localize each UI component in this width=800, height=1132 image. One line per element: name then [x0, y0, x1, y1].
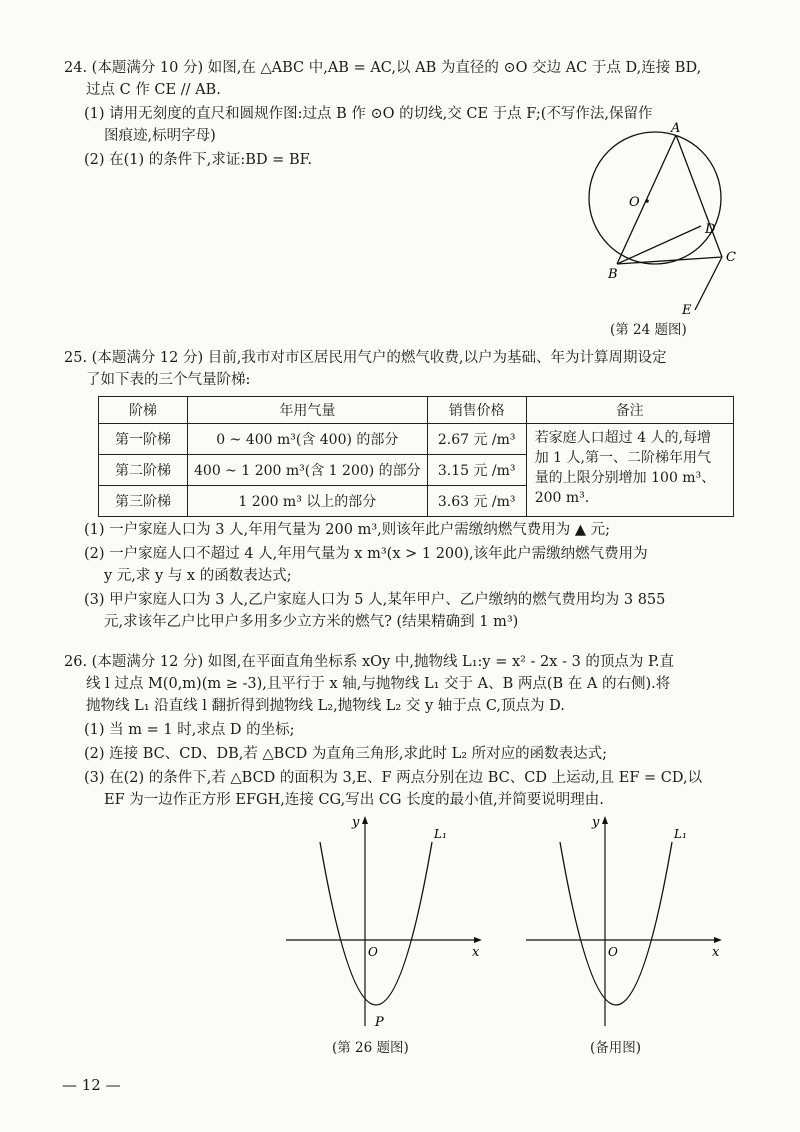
axis-x-label: x — [712, 945, 720, 960]
q24-part2: (2) 在(1) 的条件下,求证:BD = BF. — [84, 152, 313, 168]
label-c: C — [726, 250, 736, 265]
q24-figure — [560, 118, 740, 328]
table-cell: 2.67 元 /m³ — [427, 424, 526, 455]
q26-part1: (1) 当 m = 1 时,求点 D 的坐标; — [84, 722, 295, 738]
origin-label: O — [608, 945, 618, 959]
segment-bd — [617, 226, 701, 264]
q26-stem-line2: 线 l 过点 M(0,m)(m ≥ -3),且平行于 x 轴,与抛物线 L₁ 交于 A、B 两点(B 在 A 的右侧).将 — [86, 676, 671, 692]
q26-part2: (2) 连接 BC、CD、DB,若 △BCD 为直角三角形,求此时 L₂ 所对应的函数表达式; — [84, 746, 608, 762]
table-header: 备注 — [526, 397, 733, 424]
q26-figure-main — [282, 812, 492, 1032]
table-row — [99, 424, 734, 455]
y-axis-arrow — [602, 816, 608, 824]
table-header: 年用气量 — [188, 397, 428, 424]
point-o — [645, 199, 649, 203]
table-cell: 第一阶梯 — [99, 424, 188, 455]
table-cell: 400 ~ 1 200 m³(含 1 200) 的部分 — [188, 455, 428, 486]
label-b: B — [608, 267, 618, 282]
curve-l1-label: L₁ — [434, 827, 447, 841]
label-o: O — [629, 195, 640, 210]
label-d: D — [705, 222, 716, 237]
q25-part1: (1) 一户家庭人口为 3 人,年用气量为 200 m³,则该年此户需缴纳燃气费用为 ▲ 元; — [84, 522, 611, 538]
x-axis-arrow — [714, 937, 722, 943]
q24-caption: (第 24 题图) — [610, 322, 687, 338]
curve-l1-label: L₁ — [674, 827, 687, 841]
table-cell: 第二阶梯 — [99, 455, 188, 486]
y-axis-arrow — [362, 816, 368, 824]
table-cell: 1 200 m³ 以上的部分 — [188, 486, 428, 517]
table-cell: 3.15 元 /m³ — [427, 455, 526, 486]
axis-y-label: y — [352, 815, 360, 830]
gas-price-table — [98, 396, 734, 517]
circle-o — [589, 132, 721, 264]
q25-part2-line2: y 元,求 y 与 x 的函数表达式; — [104, 568, 292, 584]
q25-part3-line1: (3) 甲户家庭人口为 3 人,乙户家庭人口为 5 人,某年甲户、乙户缴纳的燃气费用均为 3 855 — [84, 592, 666, 608]
table-cell: 3.63 元 /m³ — [427, 486, 526, 517]
parabola-l1 — [320, 842, 432, 1005]
table-header-row — [99, 397, 734, 424]
q26-stem-line1: 26. (本题满分 12 分) 如图,在平面直角坐标系 xOy 中,抛物线 L₁:y = x² - 2x - 3 的顶点为 P.直 — [64, 654, 674, 670]
segment-ac — [676, 135, 722, 257]
q25-stem-line2: 了如下表的三个气量阶梯: — [86, 372, 251, 388]
q26-figure-spare — [522, 812, 732, 1032]
q24-part1-line2: 图痕迹,标明字母) — [104, 128, 216, 144]
axis-x-label: x — [472, 945, 480, 960]
q25-part2-line1: (2) 一户家庭人口不超过 4 人,年用气量为 x m³(x > 1 200),该年此户需缴纳燃气费用为 — [84, 546, 648, 562]
q26-part3-line2: EF 为一边作正方形 EFGH,连接 CG,写出 CG 长度的最小值,并简要说明理由. — [104, 792, 604, 808]
label-a: A — [671, 121, 681, 136]
segment-ce — [695, 257, 722, 310]
q24-stem-line1: 24. (本题满分 10 分) 如图,在 △ABC 中,AB = AC,以 AB 为直径的 ⊙O 交边 AC 于点 D,连接 BD, — [64, 60, 702, 76]
page-number: — 12 — — [62, 1076, 121, 1094]
x-axis-arrow — [474, 937, 482, 943]
q24-part1-line1: (1) 请用无刻度的直尺和圆规作图:过点 B 作 ⊙O 的切线,交 CE 于点 F;(不写作法,保留作 — [84, 106, 653, 122]
origin-label: O — [368, 945, 378, 959]
table-cell: 0 ~ 400 m³(含 400) 的部分 — [188, 424, 428, 455]
table-cell: 第三阶梯 — [99, 486, 188, 517]
table-note: 若家庭人口超过 4 人的,每增加 1 人,第一、二阶梯年用气量的上限分别增加 100 m³、200 m³. — [526, 424, 733, 517]
q26-caption-spare: (备用图) — [590, 1040, 642, 1056]
q26-caption-main: (第 26 题图) — [332, 1040, 409, 1056]
parabola-l1 — [560, 842, 672, 1005]
q24-stem-line2: 过点 C 作 CE // AB. — [86, 82, 221, 98]
q25-stem-line1: 25. (本题满分 12 分) 目前,我市对市区居民用气户的燃气收费,以户为基础、年为计算周期设定 — [64, 350, 667, 366]
q26-stem-line3: 抛物线 L₁ 沿直线 l 翻折得到抛物线 L₂,抛物线 L₂ 交 y 轴于点 C,顶点为 D. — [86, 698, 565, 714]
q25-part3-line2: 元,求该年乙户比甲户多用多少立方米的燃气? (结果精确到 1 m³) — [104, 614, 519, 630]
table-header: 阶梯 — [99, 397, 188, 424]
table-header: 销售价格 — [427, 397, 526, 424]
q26-part3-line1: (3) 在(2) 的条件下,若 △BCD 的面积为 3,E、F 两点分别在边 BC、CD 上运动,且 EF = CD,以 — [84, 770, 703, 786]
axis-y-label: y — [592, 815, 600, 830]
label-e: E — [682, 303, 692, 318]
vertex-p-label: P — [375, 1015, 384, 1030]
